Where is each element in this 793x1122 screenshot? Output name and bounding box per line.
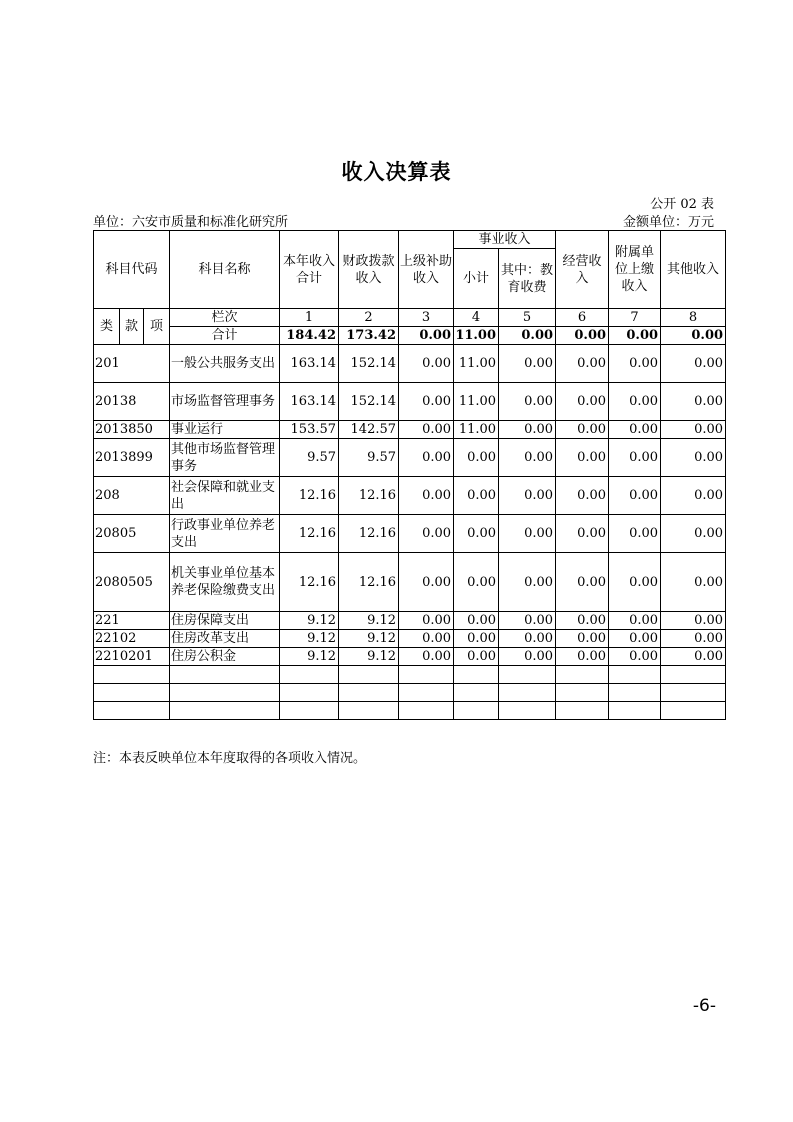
amount-cell: 12.16 xyxy=(339,515,399,553)
amount-cell: 0.00 xyxy=(399,515,454,553)
header-kuan: 款 xyxy=(120,309,144,345)
empty-cell xyxy=(399,666,454,684)
empty-cell xyxy=(499,684,556,702)
amount-cell: 0.00 xyxy=(399,612,454,630)
empty-cell xyxy=(454,702,499,720)
subject-name: 住房改革支出 xyxy=(170,630,280,648)
empty-cell xyxy=(399,684,454,702)
amount-cell: 0.00 xyxy=(454,630,499,648)
total-value: 173.42 xyxy=(339,327,399,345)
amount-cell: 12.16 xyxy=(280,477,339,515)
header-subsidiary: 附属单位上缴收入 xyxy=(609,231,661,309)
col-num: 5 xyxy=(499,309,556,327)
subject-name: 事业运行 xyxy=(170,421,280,439)
col-num: 1 xyxy=(280,309,339,327)
amount-cell: 9.12 xyxy=(280,648,339,666)
amount-cell: 0.00 xyxy=(661,648,726,666)
amount-cell: 152.14 xyxy=(339,383,399,421)
page-title: 收入决算表 xyxy=(341,160,452,184)
amount-cell: 0.00 xyxy=(499,345,556,383)
amount-cell: 0.00 xyxy=(609,612,661,630)
table-row xyxy=(94,648,726,666)
amount-cell: 0.00 xyxy=(661,630,726,648)
amount-cell: 12.16 xyxy=(339,553,399,612)
subject-code: 20138 xyxy=(94,383,170,421)
subject-code: 2013899 xyxy=(94,439,170,477)
table-row xyxy=(94,630,726,648)
empty-cell xyxy=(556,666,609,684)
subject-code: 201 xyxy=(94,345,170,383)
empty-cell xyxy=(499,666,556,684)
amount-cell: 0.00 xyxy=(399,630,454,648)
empty-cell xyxy=(94,702,170,720)
subject-name: 社会保障和就业支出 xyxy=(170,477,280,515)
table-note: 注：本表反映单位本年度取得的各项收入情况。 xyxy=(93,751,367,766)
amount-cell: 0.00 xyxy=(661,515,726,553)
amount-cell: 9.12 xyxy=(339,648,399,666)
amount-cell: 0.00 xyxy=(499,630,556,648)
header-total-income: 本年收入合计 xyxy=(280,231,339,309)
subject-name: 住房公积金 xyxy=(170,648,280,666)
header-row-1 xyxy=(94,231,726,249)
amount-cell: 12.16 xyxy=(280,515,339,553)
amount-cell: 0.00 xyxy=(609,553,661,612)
amount-cell: 0.00 xyxy=(499,612,556,630)
header-lei: 类 xyxy=(94,309,120,345)
page-number: -6- xyxy=(692,996,716,1016)
amount-cell: 152.14 xyxy=(339,345,399,383)
amount-cell: 0.00 xyxy=(399,345,454,383)
lanci-row xyxy=(94,309,726,327)
subject-code: 22102 xyxy=(94,630,170,648)
empty-cell xyxy=(609,684,661,702)
amount-cell: 0.00 xyxy=(661,421,726,439)
subject-name: 其他市场监督管理事务 xyxy=(170,439,280,477)
empty-cell xyxy=(556,684,609,702)
amount-cell: 12.16 xyxy=(280,553,339,612)
subject-name: 一般公共服务支出 xyxy=(170,345,280,383)
amount-cell: 0.00 xyxy=(454,612,499,630)
header-subject-name: 科目名称 xyxy=(170,231,280,309)
amount-cell: 0.00 xyxy=(399,648,454,666)
amount-cell: 0.00 xyxy=(454,477,499,515)
empty-cell xyxy=(609,666,661,684)
empty-cell xyxy=(280,702,339,720)
subject-code: 208 xyxy=(94,477,170,515)
amount-cell: 9.57 xyxy=(339,439,399,477)
empty-cell xyxy=(661,666,726,684)
empty-cell xyxy=(94,684,170,702)
amount-cell: 0.00 xyxy=(399,383,454,421)
empty-cell xyxy=(339,684,399,702)
header-education-fee: 其中：教育收费 xyxy=(499,249,556,309)
subject-code: 20805 xyxy=(94,515,170,553)
subject-name: 行政事业单位养老支出 xyxy=(170,515,280,553)
col-num: 3 xyxy=(399,309,454,327)
total-value: 0.00 xyxy=(609,327,661,345)
amount-cell: 0.00 xyxy=(661,383,726,421)
total-value: 11.00 xyxy=(454,327,499,345)
amount-cell: 0.00 xyxy=(556,421,609,439)
amount-cell: 0.00 xyxy=(661,477,726,515)
table-row xyxy=(94,439,726,477)
total-value: 0.00 xyxy=(399,327,454,345)
amount-cell: 163.14 xyxy=(280,345,339,383)
empty-row xyxy=(94,702,726,720)
amount-cell: 0.00 xyxy=(454,515,499,553)
amount-cell: 9.12 xyxy=(339,630,399,648)
subject-name: 机关事业单位基本养老保险缴费支出 xyxy=(170,553,280,612)
empty-row xyxy=(94,666,726,684)
subject-code: 2080505 xyxy=(94,553,170,612)
amount-cell: 9.12 xyxy=(339,612,399,630)
table-row xyxy=(94,477,726,515)
empty-cell xyxy=(170,684,280,702)
empty-cell xyxy=(556,702,609,720)
col-num: 2 xyxy=(339,309,399,327)
header-operating: 经营收入 xyxy=(556,231,609,309)
total-value: 0.00 xyxy=(556,327,609,345)
table-row xyxy=(94,515,726,553)
col-num: 8 xyxy=(661,309,726,327)
subject-code: 221 xyxy=(94,612,170,630)
amount-cell: 0.00 xyxy=(661,439,726,477)
amount-cell: 0.00 xyxy=(399,439,454,477)
amount-cell: 0.00 xyxy=(499,515,556,553)
amount-cell: 11.00 xyxy=(454,345,499,383)
amount-cell: 0.00 xyxy=(609,439,661,477)
table-row xyxy=(94,383,726,421)
header-subject-code: 科目代码 xyxy=(94,231,170,309)
amount-cell: 0.00 xyxy=(609,383,661,421)
empty-row xyxy=(94,684,726,702)
table-row xyxy=(94,553,726,612)
table-row xyxy=(94,345,726,383)
empty-cell xyxy=(280,684,339,702)
empty-cell xyxy=(94,666,170,684)
amount-cell: 0.00 xyxy=(609,421,661,439)
header-superior-subsidy: 上级补助收入 xyxy=(399,231,454,309)
total-label: 合计 xyxy=(170,327,280,345)
amount-cell: 12.16 xyxy=(339,477,399,515)
empty-cell xyxy=(661,684,726,702)
header-xiang: 项 xyxy=(144,309,170,345)
amount-cell: 0.00 xyxy=(556,439,609,477)
amount-cell: 11.00 xyxy=(454,421,499,439)
amount-cell: 0.00 xyxy=(609,648,661,666)
amount-unit: 金额单位：万元 xyxy=(622,215,714,230)
col-num: 7 xyxy=(609,309,661,327)
amount-cell: 9.57 xyxy=(280,439,339,477)
amount-cell: 9.12 xyxy=(280,630,339,648)
col-num: 4 xyxy=(454,309,499,327)
subject-name: 住房保障支出 xyxy=(170,612,280,630)
amount-cell: 0.00 xyxy=(556,553,609,612)
col-num: 6 xyxy=(556,309,609,327)
amount-cell: 11.00 xyxy=(454,383,499,421)
header-lanci: 栏次 xyxy=(170,309,280,327)
amount-cell: 0.00 xyxy=(499,439,556,477)
header-fiscal: 财政拨款收入 xyxy=(339,231,399,309)
amount-cell: 0.00 xyxy=(454,553,499,612)
empty-cell xyxy=(280,666,339,684)
amount-cell: 0.00 xyxy=(609,345,661,383)
table-row xyxy=(94,612,726,630)
table-row xyxy=(94,421,726,439)
subject-code: 2013850 xyxy=(94,421,170,439)
amount-cell: 142.57 xyxy=(339,421,399,439)
amount-cell: 0.00 xyxy=(661,345,726,383)
amount-cell: 0.00 xyxy=(556,630,609,648)
amount-cell: 0.00 xyxy=(661,553,726,612)
empty-cell xyxy=(339,702,399,720)
amount-cell: 0.00 xyxy=(499,648,556,666)
amount-cell: 0.00 xyxy=(556,648,609,666)
total-value: 184.42 xyxy=(280,327,339,345)
income-table xyxy=(93,230,726,720)
amount-cell: 0.00 xyxy=(556,612,609,630)
header-other: 其他收入 xyxy=(661,231,726,309)
subject-code: 2210201 xyxy=(94,648,170,666)
empty-cell xyxy=(399,702,454,720)
amount-cell: 0.00 xyxy=(661,612,726,630)
amount-cell: 0.00 xyxy=(499,383,556,421)
amount-cell: 9.12 xyxy=(280,612,339,630)
amount-cell: 0.00 xyxy=(454,648,499,666)
amount-cell: 0.00 xyxy=(556,515,609,553)
amount-cell: 0.00 xyxy=(609,515,661,553)
amount-cell: 0.00 xyxy=(499,553,556,612)
amount-cell: 0.00 xyxy=(556,477,609,515)
amount-cell: 0.00 xyxy=(609,477,661,515)
total-row xyxy=(94,327,726,345)
amount-cell: 0.00 xyxy=(399,477,454,515)
subject-name: 市场监督管理事务 xyxy=(170,383,280,421)
header-subtotal: 小计 xyxy=(454,249,499,309)
total-value: 0.00 xyxy=(661,327,726,345)
amount-cell: 153.57 xyxy=(280,421,339,439)
empty-cell xyxy=(170,666,280,684)
empty-cell xyxy=(609,702,661,720)
amount-cell: 0.00 xyxy=(399,421,454,439)
amount-cell: 0.00 xyxy=(609,630,661,648)
amount-cell: 0.00 xyxy=(556,383,609,421)
amount-cell: 0.00 xyxy=(454,439,499,477)
amount-cell: 0.00 xyxy=(556,345,609,383)
amount-cell: 163.14 xyxy=(280,383,339,421)
unit-name: 单位：六安市质量和标准化研究所 xyxy=(93,215,289,230)
empty-cell xyxy=(339,666,399,684)
empty-cell xyxy=(499,702,556,720)
empty-cell xyxy=(661,702,726,720)
amount-cell: 0.00 xyxy=(399,553,454,612)
amount-cell: 0.00 xyxy=(499,477,556,515)
empty-cell xyxy=(454,666,499,684)
amount-cell: 0.00 xyxy=(499,421,556,439)
empty-cell xyxy=(170,702,280,720)
total-value: 0.00 xyxy=(499,327,556,345)
header-business-income: 事业收入 xyxy=(454,231,556,249)
form-number: 公开 02 表 xyxy=(650,197,714,212)
empty-cell xyxy=(454,684,499,702)
